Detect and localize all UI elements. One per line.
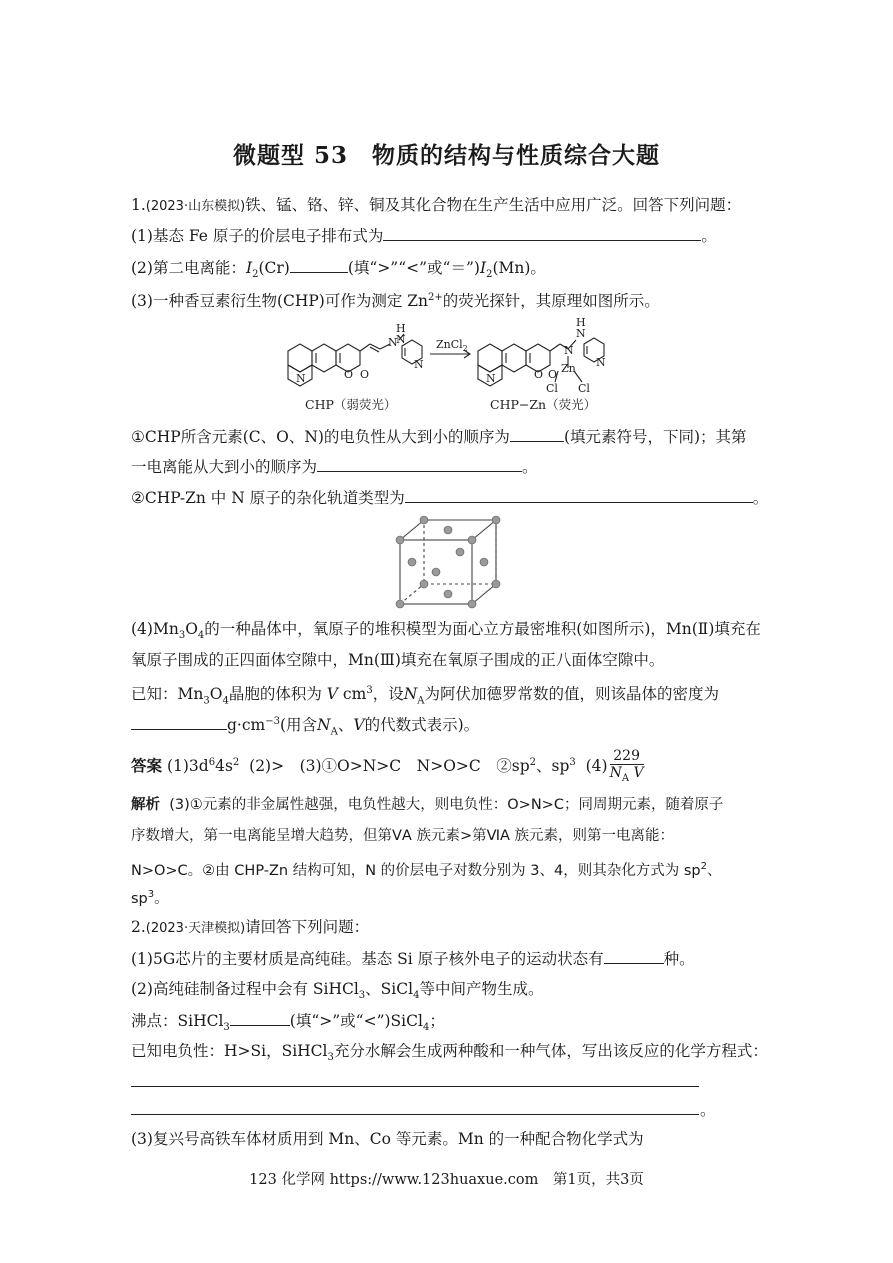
sub-3: 3 <box>223 1022 230 1034</box>
q1-part2-a: (2)第二电离能： <box>131 259 246 277</box>
q2-part2-c: 等中间产物生成。 <box>419 980 544 998</box>
o-symbol: O <box>185 620 198 638</box>
analysis-text: sp <box>131 890 148 907</box>
n-atom-label: N <box>388 336 398 349</box>
q1-stem: 铁、锰、铬、锌、铜及其化合物在生产生活中应用广泛。回答下列问题： <box>245 196 742 214</box>
q2-bp-c: ； <box>429 1012 445 1030</box>
answer-part: 4s <box>215 757 233 776</box>
sup: 2 <box>529 757 536 768</box>
q2-stem: 请回答下列问题： <box>245 918 370 936</box>
fraction-denominator <box>610 765 644 787</box>
q1-part3-end: 的荧光探针，其原理如图所示。 <box>442 292 660 311</box>
sup-3: 3 <box>366 685 373 696</box>
q1-part4-line2: 氧原子围成的正四面体空隙中，Mn(Ⅲ)填充在氧原子围成的正八面体空隙中。 <box>131 651 665 669</box>
q1-part1-text: (1)基态 Fe 原子的价层电子排布式为 <box>131 227 384 245</box>
sub-4: 4 <box>222 695 229 707</box>
q1-part4-4d: 、 <box>337 716 354 735</box>
q2-boiling-point <box>131 1009 445 1039</box>
sup: 6 <box>208 757 216 768</box>
sub-4: 4 <box>413 990 420 1002</box>
page-footer: 123 化学网 https://www.123huaxue.com 第1页，共3页 <box>249 1172 644 1188</box>
answer-blank[interactable] <box>405 486 753 503</box>
q1-part3 <box>131 287 660 312</box>
q1-part4-line3 <box>131 680 719 712</box>
q1-part4-4e: 的代数式表示)。 <box>364 716 480 735</box>
o-atom-label: O <box>534 368 544 381</box>
answer-blank[interactable] <box>290 256 348 273</box>
sub-3: 3 <box>358 990 366 1002</box>
sup: 3 <box>569 757 576 768</box>
q1-sub1-a: ①CHP所含元素(C、O、N)的电负性从大到小的顺序为 <box>131 428 510 446</box>
o-atom-label: O <box>360 368 370 381</box>
symbol-v: V <box>326 685 338 704</box>
reagent-label: ZnCl$_2$ <box>436 338 468 353</box>
analysis-text: 。 <box>154 890 169 907</box>
q2-part3: (3)复兴号高铁车体材质用到 Mn、Co 等元素。Mn 的一种配合物化学式为 <box>131 1130 644 1148</box>
answer-blank[interactable] <box>131 713 227 730</box>
n-atom-label: N <box>486 372 496 385</box>
q1-sub1-b: (填元素符号，下同)；其第 <box>563 428 747 446</box>
density-fraction <box>610 748 644 787</box>
h-atom-label: H <box>576 316 586 329</box>
sub-3: 3 <box>327 1052 334 1064</box>
q1-part2 <box>131 256 546 286</box>
sup: 2 <box>232 757 240 768</box>
q2-electronegativity <box>131 1040 768 1069</box>
q2-source: (2023·天津模拟) <box>145 921 246 936</box>
sub-4: 4 <box>422 1022 430 1034</box>
reaction-scheme-figure <box>278 316 623 416</box>
unit-cm: cm <box>342 685 367 704</box>
q1-part1 <box>131 224 717 247</box>
answer-part: (2)> (3)①O>N>C N>O>C ②sp <box>249 757 530 776</box>
sub-4: 4 <box>197 630 205 642</box>
q1-part4-3a: 已知：Mn <box>131 685 204 704</box>
q1-analysis-line4 <box>131 884 169 910</box>
q2-equation-end: 。 <box>700 1101 716 1119</box>
q1-number: 1. <box>131 196 146 214</box>
answer-label: 答案 <box>131 756 163 776</box>
q2-part1 <box>131 947 695 970</box>
answer-line[interactable] <box>131 1086 699 1087</box>
symbol-v: V <box>353 716 365 735</box>
mn-symbol: (4)Mn <box>131 620 179 638</box>
sub-a: A <box>417 695 425 707</box>
q1-part2-d: (Mn)。 <box>492 259 546 277</box>
q1-sub2-end: 。 <box>752 489 769 507</box>
analysis-text: 、 <box>706 862 722 879</box>
answer-blank[interactable] <box>604 947 664 964</box>
sub-a: A <box>621 772 630 784</box>
n-atom-label: N <box>576 327 586 340</box>
unit-g-cm: g·cm <box>227 716 266 735</box>
symbol-i: I <box>245 259 253 277</box>
analysis-text: N>O>C。②由 CHP-Zn 结构可知，N 的价层电子对数分别为 3、4，则其杂化方式为 sp <box>131 862 701 879</box>
q2-number: 2. <box>131 918 146 936</box>
analysis-text: (3)①元素的非金属性越强，电负性越大，则电负性：O>N>C；同周期元素，随着原子 <box>169 797 724 813</box>
n-atom-label: N <box>414 358 424 371</box>
q1-sub2 <box>131 486 768 509</box>
answer-part: (1)3d <box>166 757 209 776</box>
q1-sub1-line1 <box>131 425 747 448</box>
q1-part4-line1 <box>131 618 761 647</box>
q2-bp-a: 沸点：SiHCl <box>131 1012 224 1030</box>
q1-part3-text: (3)一种香豆素衍生物(CHP)可作为测定 Zn <box>131 292 429 311</box>
symbol-n: N <box>609 764 622 781</box>
q1-answer <box>131 746 644 787</box>
q1-analysis-line1 <box>131 794 723 816</box>
q2-part2-b: 、SiCl <box>365 980 414 998</box>
q1-part4-3i: 为阿伏加德罗常数的值，则该晶体的密度为 <box>424 685 720 704</box>
n-atom-label: N <box>296 372 306 385</box>
answer-part: (4) <box>585 757 608 776</box>
o-atom-label: O <box>344 368 354 381</box>
q1-analysis-line3 <box>131 856 721 882</box>
zn-atom-label: Zn <box>561 362 576 375</box>
q1-part4-3f: ，设 <box>372 685 404 704</box>
q1-analysis-line2: 序数增大，第一电离能呈增大趋势，但第ⅤA 族元素>第ⅥA 族元素，则第一电离能： <box>131 828 674 844</box>
sup: 3 <box>147 889 155 900</box>
sup: 2 <box>700 861 707 872</box>
fraction-numerator: 229 <box>610 748 644 765</box>
q1-part2-b: (Cr) <box>258 259 290 277</box>
n-atom-label: N <box>396 333 406 346</box>
sup-2plus: 2+ <box>428 292 443 303</box>
sup-minus3: −3 <box>265 716 280 727</box>
analysis-label: 解析 <box>131 797 160 813</box>
q1-part4-c: 的一种晶体中，氧原子的堆积模型为面心立方最密堆积(如图所示)，Mn(Ⅱ)填充在 <box>204 620 761 638</box>
o-atom-label: O <box>548 368 558 381</box>
q2-part2 <box>131 978 543 1007</box>
sub-3: 3 <box>203 695 210 707</box>
sub-a: A <box>330 726 338 738</box>
q2-bp-b: (填“>”或“<”)SiCl <box>289 1012 423 1030</box>
symbol-n: N <box>317 716 331 735</box>
fcc-unit-cell-figure <box>394 514 504 610</box>
q2-en-a: 已知电负性：H>Si，SiHCl <box>131 1042 328 1060</box>
sub-3: 3 <box>178 630 186 642</box>
cl-atom-label: Cl <box>578 382 590 395</box>
q2-part1-b: 种。 <box>663 950 695 968</box>
answer-line[interactable] <box>131 1114 699 1115</box>
symbol-i: I <box>479 259 487 277</box>
answer-blank[interactable] <box>510 425 564 442</box>
q2-part2-a: (2)高纯硅制备过程中会有 SiHCl <box>131 980 359 998</box>
n-atom-label: N <box>564 344 574 357</box>
q1-part1-end: 。 <box>701 227 717 245</box>
cl-atom-label: Cl <box>546 382 558 395</box>
q1-part4-3c: 晶胞的体积为 <box>228 685 322 704</box>
q1-part2-c: (填“>”“<”或“＝”) <box>347 259 480 277</box>
fig-left-caption: CHP（弱荧光） <box>305 397 397 412</box>
h-atom-label: H <box>396 322 406 335</box>
q1-sub1-end: 。 <box>522 458 538 476</box>
q1-sub2-a: ②CHP-Zn 中 N 原子的杂化轨道类型为 <box>131 489 405 507</box>
n-atom-label: N <box>596 356 606 369</box>
q2-stem-line <box>131 916 369 940</box>
symbol-n: N <box>403 685 418 704</box>
answer-blank[interactable] <box>230 1009 290 1026</box>
q1-sub1-c: 一电离能从大到小的顺序为 <box>131 458 318 476</box>
sub-2: 2 <box>252 269 259 281</box>
q1-part4-4c: (用含 <box>279 716 318 735</box>
q1-stem-line <box>131 194 741 218</box>
answer-blank[interactable] <box>383 224 701 241</box>
fig-right-caption: CHP−Zn（荧光） <box>490 397 597 412</box>
q2-part1-a: (1)5G芯片的主要材质是高纯硅。基态 Si 原子核外电子的运动状态有 <box>131 950 604 968</box>
sub-2: 2 <box>486 269 493 281</box>
o-symbol: O <box>209 685 223 704</box>
q1-source: (2023·山东模拟) <box>145 199 246 214</box>
answer-part: 、sp <box>536 757 570 776</box>
symbol-v: V <box>629 764 644 781</box>
q1-part4-line4 <box>131 711 479 743</box>
q1-sub1-line2 <box>131 455 538 478</box>
q2-en-b: 充分水解会生成两种酸和一种气体，写出该反应的化学方程式： <box>333 1042 768 1060</box>
answer-blank[interactable] <box>317 455 522 472</box>
page-title: 微题型 53 物质的结构与性质综合大题 <box>232 142 660 169</box>
